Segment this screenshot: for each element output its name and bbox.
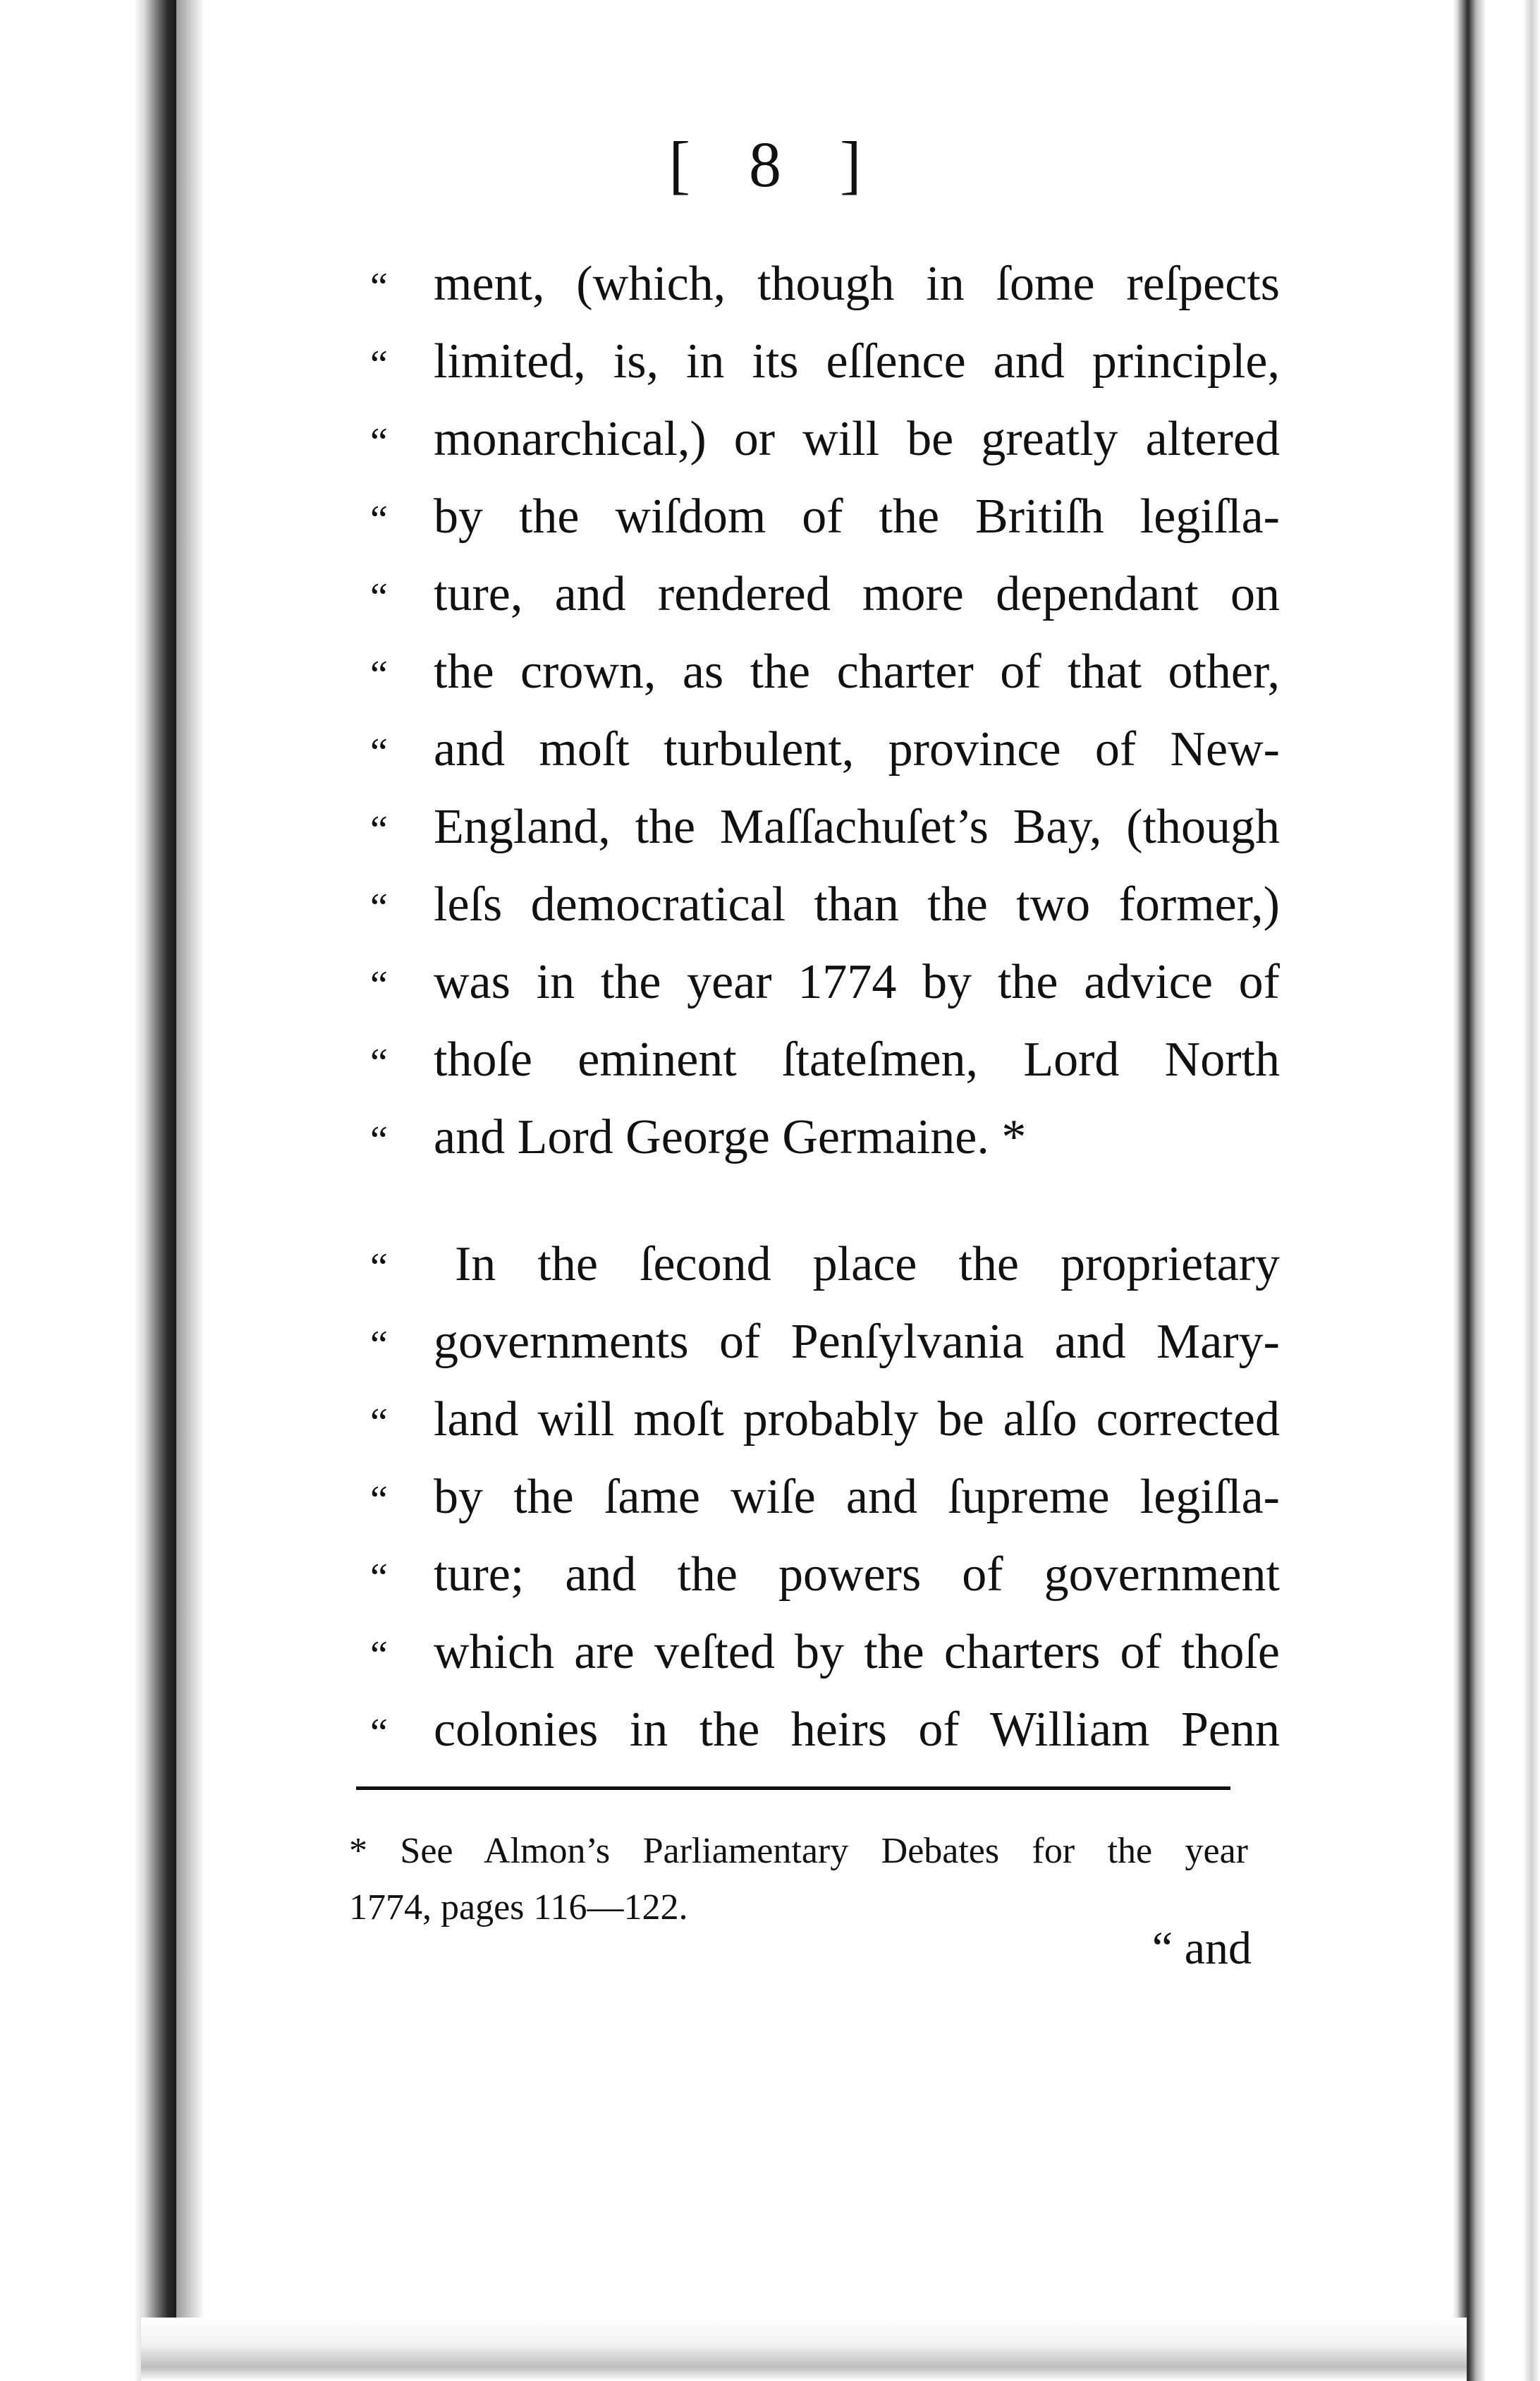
footnote-line-1: * See Almon’s Parliamentary Debates for the year: [349, 1831, 1248, 1871]
line-text: monarchical,) or will be greatly altered: [434, 412, 1280, 466]
text-line: [370, 867, 1280, 945]
line-text: limited, is, in its eſſence and principle,: [434, 334, 1280, 389]
line-text: and Lord George Germaine. *: [434, 1110, 1027, 1164]
text-line: [370, 1305, 1280, 1382]
quote-mark: “: [370, 1041, 388, 1085]
text-line: [370, 1537, 1280, 1615]
line-text: leſs democratical than the two former,): [434, 877, 1280, 932]
paragraph-1: [370, 247, 1280, 1178]
line-text: England, the Maſſachuſet’s Bay, (though: [434, 800, 1280, 854]
page-number: [ 8 ]: [668, 128, 883, 200]
text-line: [370, 557, 1280, 635]
quote-mark: “: [370, 265, 388, 309]
quote-mark: “: [370, 731, 388, 774]
line-text: ture, and rendered more dependant on: [434, 567, 1280, 621]
line-text: the crown, as the charter of that other,: [434, 645, 1280, 699]
text-line: [370, 945, 1280, 1023]
paragraph-gap: [370, 1178, 1280, 1227]
quote-mark: “: [370, 963, 388, 1007]
text-line: [370, 1023, 1280, 1100]
line-text: land will moſt probably be alſo corrected: [434, 1392, 1280, 1447]
line-text: which are veſted by the charters of thoſe: [434, 1625, 1280, 1679]
footnote: [349, 1823, 1248, 1936]
line-text: and moſt turbulent, province of New-: [434, 722, 1280, 777]
quote-mark: “: [370, 1323, 388, 1367]
quote-mark: “: [370, 420, 388, 464]
line-text: thoſe eminent ſtateſmen, Lord North: [434, 1033, 1280, 1087]
catchword: “ and: [1151, 1923, 1252, 1974]
text-line: [370, 712, 1280, 790]
text-line: [370, 324, 1280, 402]
quote-mark: “: [370, 808, 388, 852]
quote-mark: “: [370, 1401, 388, 1444]
quote-mark: “: [370, 1556, 388, 1600]
footnote-rule: [356, 1786, 1230, 1790]
footnote-line-2: 1774, pages 116—122.: [349, 1887, 688, 1928]
text-line: [370, 402, 1280, 480]
line-text: by the ſame wiſe and ſupreme legiſla-: [434, 1470, 1280, 1524]
page-right-edge: [1453, 0, 1540, 2381]
text-line: [370, 1615, 1280, 1693]
quote-mark: “: [370, 886, 388, 930]
quote-mark: “: [370, 1478, 388, 1522]
line-text: In the ſecond place the proprietary: [455, 1237, 1280, 1291]
text-line: [370, 1100, 1280, 1178]
line-text: governments of Penſylvania and Mary-: [434, 1315, 1280, 1369]
text-line: [370, 1460, 1280, 1537]
text-line: [370, 1382, 1280, 1460]
line-text: ture; and the powers of government: [434, 1547, 1280, 1602]
page-body: [370, 247, 1280, 1770]
quote-mark: “: [370, 498, 388, 542]
quote-mark: “: [370, 576, 388, 619]
text-line: [370, 790, 1280, 867]
page-bottom-edge: [141, 2318, 1467, 2381]
text-line: [370, 1227, 1280, 1305]
page-gutter-shadow: [176, 0, 204, 2381]
quote-mark: “: [370, 1246, 388, 1289]
text-line: [370, 635, 1280, 712]
line-text: was in the year 1774 by the advice of: [434, 955, 1280, 1009]
quote-mark: “: [370, 653, 388, 697]
line-text: by the wiſdom of the Britiſh legiſla-: [434, 489, 1280, 544]
page-left-edge: [0, 0, 176, 2381]
line-text: colonies in the heirs of William Penn: [434, 1703, 1280, 1757]
quote-mark: “: [370, 343, 388, 386]
text-line: [370, 1693, 1280, 1770]
quote-mark: “: [370, 1711, 388, 1755]
quote-mark: “: [370, 1119, 388, 1162]
text-line: [370, 247, 1280, 324]
paragraph-2: [370, 1227, 1280, 1770]
text-line: [370, 480, 1280, 557]
quote-mark: “: [370, 1633, 388, 1677]
line-text: ment, (which, though in ſome reſpects: [434, 257, 1280, 311]
